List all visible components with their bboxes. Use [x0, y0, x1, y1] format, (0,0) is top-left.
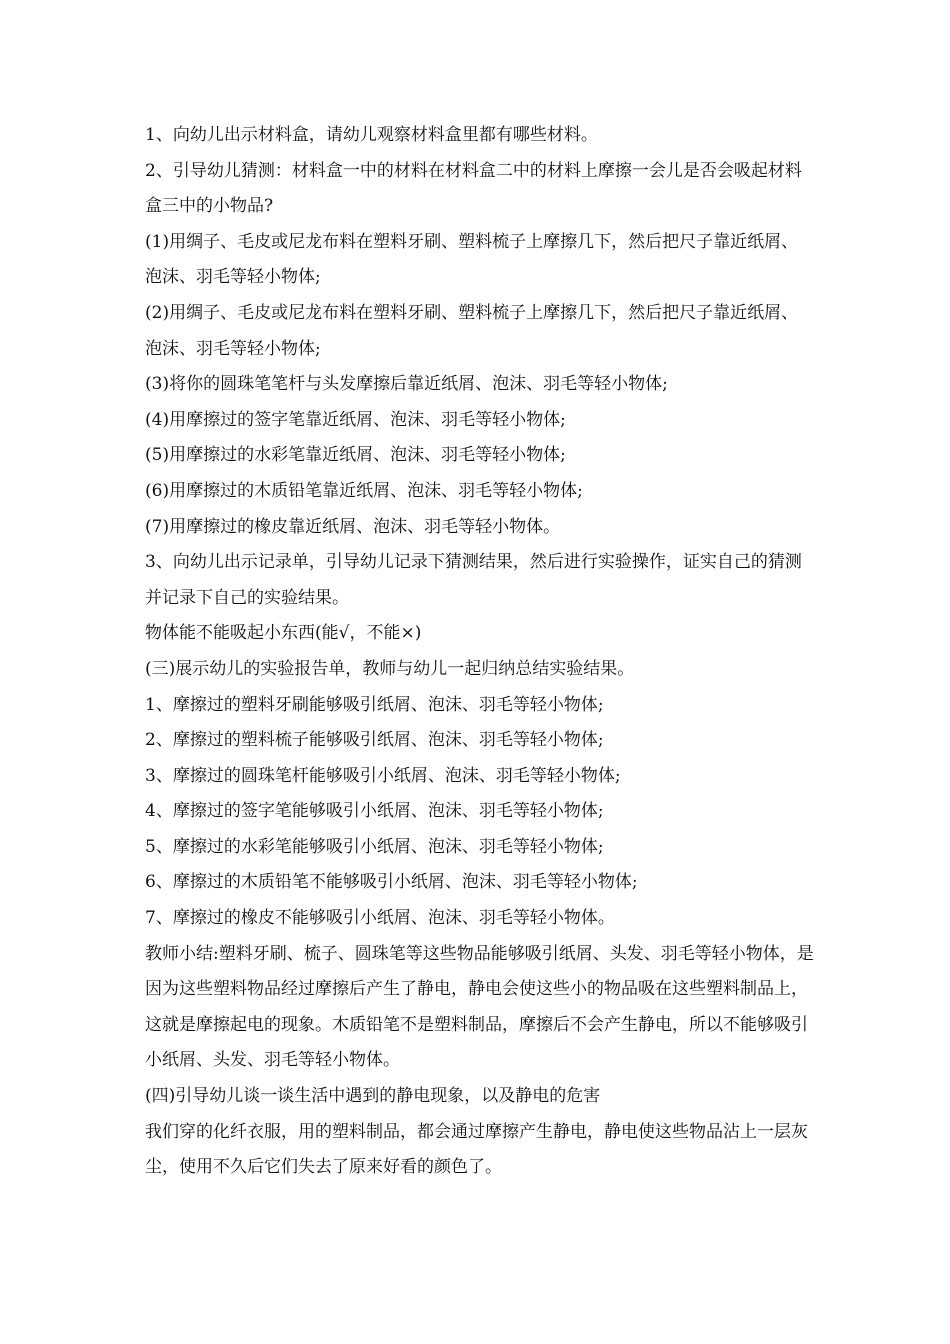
result-3-paragraph: 3、摩擦过的圆珠笔杆能够吸引小纸屑、泡沫、羽毛等轻小物体;: [145, 765, 621, 786]
result-1-paragraph: 1、摩擦过的塑料牙刷能够吸引纸屑、泡沫、羽毛等轻小物体;: [145, 694, 604, 715]
substep-2-paragraph: (2)用绸子、毛皮或尼龙布料在塑料牙刷、塑料梳子上摩擦几下，然后把尺子靠近纸屑、泡沫、羽毛等轻小物体;: [145, 302, 799, 359]
substep-3-paragraph: (3)将你的圆珠笔笔杆与头发摩擦后靠近纸屑、泡沫、羽毛等轻小物体;: [145, 374, 668, 395]
section-3-heading: (三)展示幼儿的实验报告单，教师与幼儿一起归纳总结实验结果。: [145, 658, 635, 679]
result-5-paragraph: 5、摩擦过的水彩笔能够吸引小纸屑、泡沫、羽毛等轻小物体;: [145, 836, 604, 857]
record-sheet-caption: 物体能不能吸起小东西(能√，不能×): [145, 623, 422, 644]
substep-1-paragraph: (1)用绸子、毛皮或尼龙布料在塑料牙刷、塑料梳子上摩擦几下，然后把尺子靠近纸屑、泡沫、羽毛等轻小物体;: [145, 231, 799, 288]
closing-paragraph: 我们穿的化纤衣服，用的塑料制品，都会通过摩擦产生静电，静电使这些物品沾上一层灰尘，使用不久后它们失去了原来好看的颜色了。: [145, 1121, 808, 1178]
substep-4-paragraph: (4)用摩擦过的签字笔靠近纸屑、泡沫、羽毛等轻小物体;: [145, 409, 566, 430]
result-7-paragraph: 7、摩擦过的橡皮不能够吸引小纸屑、泡沫、羽毛等轻小物体。: [145, 908, 615, 929]
result-2-paragraph: 2、摩擦过的塑料梳子能够吸引纸屑、泡沫、羽毛等轻小物体;: [145, 730, 604, 751]
section-4-heading: (四)引导幼儿谈一谈生活中遇到的静电现象，以及静电的危害: [145, 1086, 601, 1107]
result-6-paragraph: 6、摩擦过的木质铅笔不能够吸引小纸屑、泡沫、羽毛等轻小物体;: [145, 872, 638, 893]
step-3-paragraph: 3、向幼儿出示记录单，引导幼儿记录下猜测结果，然后进行实验操作，证实自己的猜测并记录下自己的实验结果。: [145, 552, 802, 608]
substep-5-paragraph: (5)用摩擦过的水彩笔靠近纸屑、泡沫、羽毛等轻小物体;: [145, 445, 566, 466]
teacher-summary-paragraph: 教师小结:塑料牙刷、梳子、圆珠笔等这些物品能够吸引纸屑、头发、羽毛等轻小物体，是因为这些塑料物品经过摩擦后产生了静电，静电会使这些小的物品吸在这些塑料制品上，这就是摩擦起电的现象。木质铅笔不是塑料制品，摩擦后不会产生静电，所以不能够吸引小纸屑、头发、羽毛等轻小物体。: [145, 943, 814, 1071]
result-4-paragraph: 4、摩擦过的签字笔能够吸引小纸屑、泡沫、羽毛等轻小物体;: [145, 801, 604, 822]
document-body: [145, 118, 815, 1186]
substep-6-paragraph: (6)用摩擦过的木质铅笔靠近纸屑、泡沫、羽毛等轻小物体;: [145, 480, 583, 501]
step-1-paragraph: 1、向幼儿出示材料盒，请幼儿观察材料盒里都有哪些材料。: [145, 125, 598, 145]
step-2-paragraph: 2、引导幼儿猜测：材料盒一中的材料在材料盒二中的材料上摩擦一会儿是否会吸起材料盒三中的小物品?: [145, 160, 802, 217]
substep-7-paragraph: (7)用摩擦过的橡皮靠近纸屑、泡沫、羽毛等轻小物体。: [145, 516, 561, 537]
